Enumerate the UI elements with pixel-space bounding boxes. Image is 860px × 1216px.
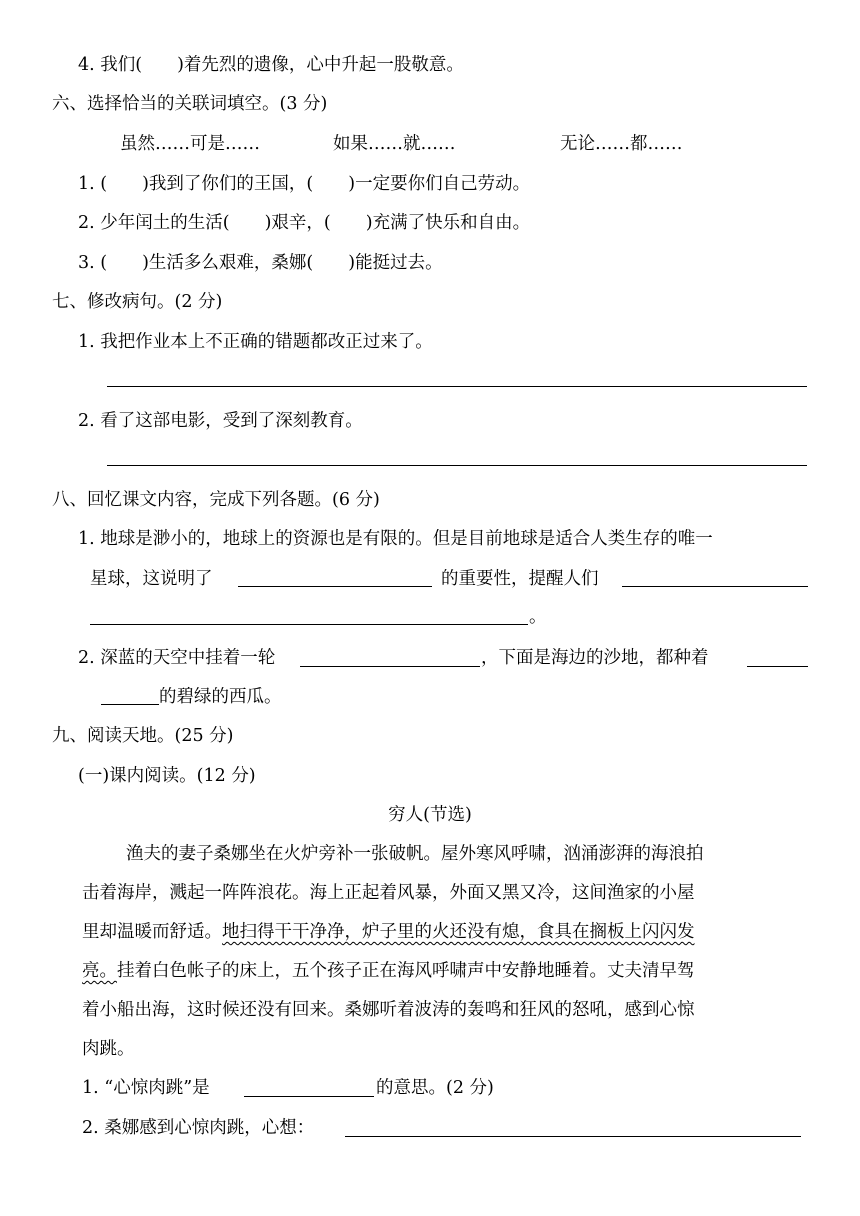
section-7-heading: 七、修改病句。(2 分) [52, 292, 223, 312]
section-8-item-2-line-1-a: 2. 深蓝的天空中挂着一轮 [78, 648, 276, 668]
passage-line-5: 着小船出海，这时候还没有回来。桑娜听着波涛的轰鸣和狂风的怒吼，感到心惊 [82, 1000, 695, 1020]
wavy-underlined-sentence-part-2: 亮。 [82, 961, 117, 981]
wavy-underlined-sentence-part-1: 地扫得干干净净，炉子里的火还没有熄，食具在搁板上闪闪发 [222, 922, 695, 942]
fill-blank-1[interactable] [238, 586, 432, 587]
section-8-item-2-line-2: 的碧绿的西瓜。 [159, 687, 282, 707]
section-6-item-3: 3. ( )生活多么艰难，桑娜( )能挺过去。 [78, 253, 443, 273]
reading-question-1-b: 的意思。(2 分) [376, 1078, 494, 1098]
section-6-item-1: 1. ( )我到了你们的王国，( )一定要你们自己劳动。 [78, 174, 531, 194]
fill-blank-2[interactable] [622, 586, 808, 587]
section-6-item-2: 2. 少年闰土的生活( )艰辛，( )充满了快乐和自由。 [78, 213, 531, 233]
passage-line-1: 渔夫的妻子桑娜坐在火炉旁补一张破帆。屋外寒风呼啸，汹涌澎湃的海浪拍 [126, 844, 704, 864]
reading-question-2: 2. 桑娜感到心惊肉跳，心想： [82, 1118, 315, 1138]
passage-title: 穷人(节选) [388, 805, 472, 825]
section-8-item-2-line-1-b: ，下面是海边的沙地，都种着 [481, 648, 709, 668]
fill-blank-5b[interactable] [101, 704, 159, 705]
option-1: 虽然……可是…… [120, 134, 260, 154]
section-8-item-1-line-2-b: 的重要性，提醒人们 [441, 569, 599, 589]
section-8-item-1-line-2-a: 星球，这说明了 [90, 569, 213, 589]
reading-sub-heading: (一)课内阅读。(12 分) [78, 766, 256, 786]
section-8-item-1-line-3-end: 。 [529, 607, 547, 627]
section-8-heading: 八、回忆课文内容，完成下列各题。(6 分) [52, 490, 380, 510]
passage-line-4 [82, 958, 695, 984]
fill-blank-3[interactable] [90, 624, 528, 625]
section-9-heading: 九、阅读天地。(25 分) [52, 726, 234, 746]
passage-line-3 [82, 919, 695, 945]
answer-line-1[interactable] [107, 386, 807, 387]
passage-line-3-a: 里却温暖而舒适。 [82, 922, 222, 942]
section-6-heading: 六、选择恰当的关联词填空。(3 分) [52, 94, 328, 114]
answer-line-2[interactable] [107, 465, 807, 466]
section-7-item-1: 1. 我把作业本上不正确的错题都改正过来了。 [78, 332, 433, 352]
reading-question-1-a: 1. “心惊肉跳”是 [82, 1078, 210, 1098]
passage-line-2: 击着海岸，溅起一阵阵浪花。海上正起着风暴，外面又黑又冷，这间渔家的小屋 [82, 883, 695, 903]
fill-blank-6[interactable] [244, 1096, 374, 1097]
fill-blank-4[interactable] [300, 666, 480, 667]
fill-blank-7[interactable] [345, 1136, 801, 1137]
passage-line-6: 肉跳。 [82, 1039, 135, 1059]
option-2: 如果……就…… [333, 134, 456, 154]
option-3: 无论……都…… [560, 134, 683, 154]
question-4: 4. 我们( )着先烈的遗像，心中升起一股敬意。 [78, 55, 464, 75]
section-8-item-1-line-1: 1. 地球是渺小的，地球上的资源也是有限的。但是目前地球是适合人类生存的唯一 [78, 529, 713, 549]
fill-blank-5a[interactable] [747, 666, 808, 667]
section-7-item-2: 2. 看了这部电影，受到了深刻教育。 [78, 411, 363, 431]
passage-line-4-b: 挂着白色帐子的床上，五个孩子正在海风呼啸声中安静地睡着。丈夫清早驾 [117, 961, 695, 981]
